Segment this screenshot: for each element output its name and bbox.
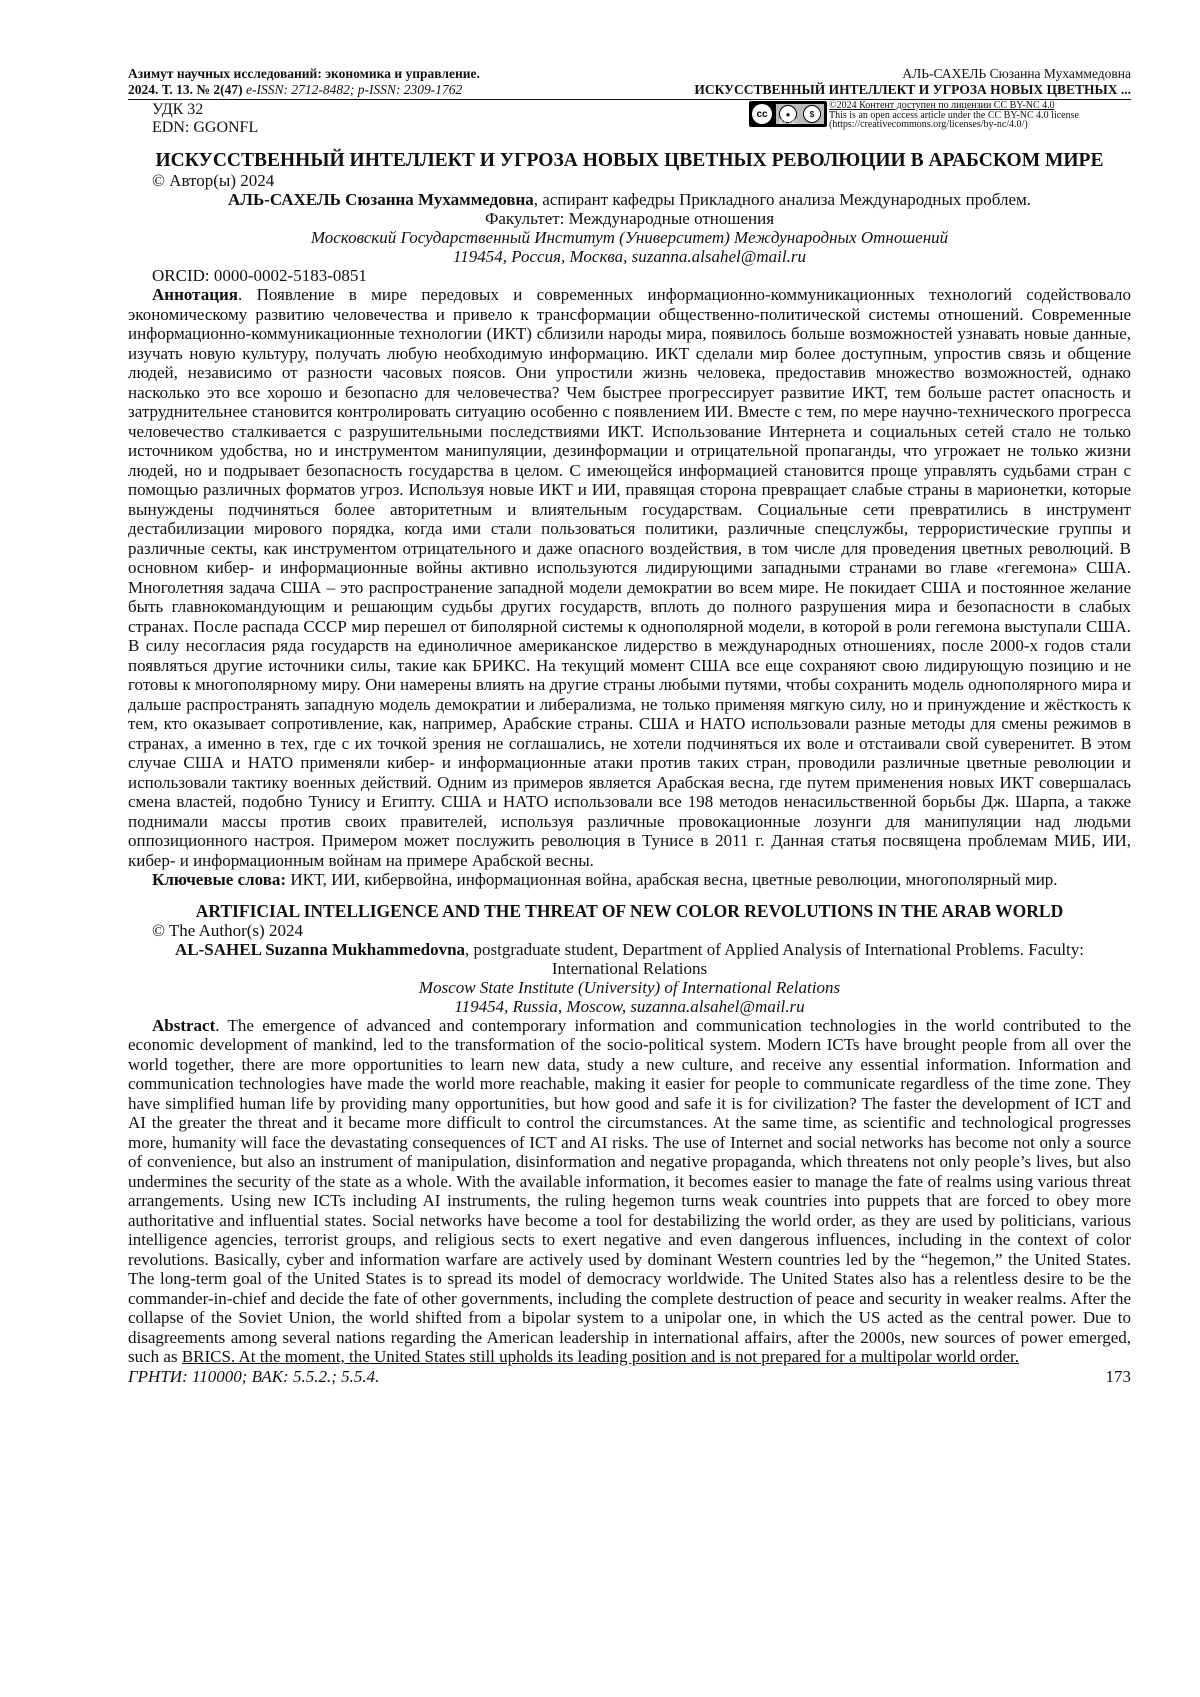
keywords-ru <box>128 870 1131 890</box>
abstract-ru <box>128 285 1131 870</box>
article-page <box>128 66 1131 1386</box>
page-footer <box>128 1367 1131 1386</box>
by-person-icon: ● <box>779 105 797 123</box>
keywords-label-ru: Ключевые слова: <box>152 870 287 889</box>
faculty-ru: Факультет: Международные отношения <box>484 209 775 228</box>
running-title: ИСКУССТВЕННЫЙ ИНТЕЛЛЕКТ И УГРОЗА НОВЫХ ЦВЕТНЫХ ... <box>694 82 1131 97</box>
institution-en: Moscow State Institute (University) of International Relations <box>418 977 841 997</box>
address-ru: 119454, Россия, Москва, suzanna.alsahel@mail.ru <box>453 247 806 266</box>
cc-badge-label: BY NC <box>779 120 798 126</box>
orcid: ORCID: 0000-0002-5183-0851 <box>152 266 367 285</box>
journal-title: Азимут научных исследований: экономика и управление. <box>128 66 480 81</box>
edn-code: EDN: GGONFL <box>152 119 259 136</box>
author-name-ru: АЛЬ-САХЕЛЬ Сюзанна Мухаммедовна <box>228 190 534 209</box>
journal-issue: 2024. Т. 13. № 2(47) <box>128 82 243 97</box>
abstract-label-ru: Аннотация <box>152 285 238 304</box>
cc-by-nc-badge[interactable] <box>749 101 827 127</box>
institution-ru: Московский Государственный Институт (Университет) Международных Отношений <box>310 228 949 247</box>
abstract-last-line-en: BRICS. At the moment, the United States still upholds its leading position and is not prepared for a multipolar world order. <box>181 1347 1019 1366</box>
udk-code: УДК 32 <box>152 101 204 118</box>
author-line-ru <box>128 190 1131 209</box>
copyright-en: © The Author(s) 2024 <box>152 920 303 940</box>
running-header <box>128 66 1131 98</box>
license-line-en: This is an open access article under the CC BY-NC 4.0 license <box>829 109 1079 121</box>
license-block <box>749 101 1079 130</box>
copyright-ru: © Автор(ы) 2024 <box>152 171 275 190</box>
article-title-ru: ИСКУССТВЕННЫЙ ИНТЕЛЛЕКТ И УГРОЗА НОВЫХ ЦВЕТНЫХ РЕВОЛЮЦИИ В АРАБСКОМ МИРЕ <box>155 150 1104 171</box>
page-number: 173 <box>1105 1366 1131 1386</box>
keywords-text-ru: ИКТ, ИИ, кибервойна, информационная война, арабская весна, цветные революции, многополярный мир. <box>286 870 1058 889</box>
author-position-en: , postgraduate student, Department of Applied Analysis of International Problems. Faculty: International Relations <box>465 939 1084 978</box>
license-url[interactable]: (https://creativecommons.org/licenses/by-nc/4.0/) <box>829 119 1028 130</box>
abstract-text-en: . The emergence of advanced and contemporary information and communication technologies in the world contributed to the economic development of mankind, led to the transformation of the socio-political system. Modern ICTs have brought people from all over the world together, there are more opportunities to learn new data, study a new culture, and receive any essential information. Information and communication technologies have made the world more reachable, making it easier for people to communicate regardless of the time zone. They have simplified human life by providing many opportunities, but how good and safe it is for civilization? The faster the development of ICT and AI the greater the threat and it became more difficult to control the circumstances. At the same time, as scientific and technological progresses more, humanity will face the devastating consequences of ICT and AI risks. The use of Internet and social networks has become not only a source of convenience, but also an instrument of manipulation, disinformation and negative propaganda, which threatens not only people’s lives, but also undermines the security of the state as a whole. With the available information, it becomes easier to manage the fate of realms using various threat arrangements. Using new ICTs including AI instruments, the ruling hegemon turns weak countries into puppets that are forced to obey more authoritative and influential states. Social networks have become a tool for destabilizing the world order, as they are used by politicians, various intelligence agencies, terrorist groups, and religious sects to exert negative and even dangerous influences, including in the context of color revolutions. Basically, cyber and information warfare are actively used by dominant Western countries led by the “hegemon,” the United States. The long-term goal of the United States is to spread its model of democracy worldwide. The United States also has a relentless desire to be the commander-in-chief and decide the fate of other governments, including the complete destruction of peace and security in weaker realms. After the collapse of the Soviet Union, the world shifted from a bipolar system to a unipolar one, in which the US acted as the central power. Due to disagreements among several nations regarding the American leadership in international affairs, after the 2000s, new sources of power emerged, such as <box>128 1015 1131 1366</box>
nc-dollar-icon: $ <box>803 105 821 123</box>
address-en: 119454, Russia, Moscow, suzanna.alsahel@mail.ru <box>454 996 805 1016</box>
abstract-label-en: Abstract <box>152 1015 216 1035</box>
author-line-en <box>148 940 1111 978</box>
running-author: АЛЬ-САХЕЛЬ Сюзанна Мухаммедовна <box>902 66 1131 81</box>
article-title-en: ARTIFICIAL INTELLIGENCE AND THE THREAT OF NEW COLOR REVOLUTIONS IN THE ARAB WORLD <box>195 900 1064 921</box>
classification-codes: ГРНТИ: 110000; ВАК: 5.5.2.; 5.5.4. <box>128 1366 380 1386</box>
article-meta <box>152 100 1131 150</box>
author-name-en: AL-SAHEL Suzanna Mukhammedovna <box>175 939 466 959</box>
cc-icon: cc <box>752 104 772 124</box>
author-position-ru: , аспирант кафедры Прикладного анализа Международных проблем. <box>533 190 1031 209</box>
abstract-text-ru: . Появление в мире передовых и современных информационно-коммуникационных технологий содействовало экономическому развитию человечества и привело к трансформации общественно-политической системы отношений. Современные информационно-коммуникационные технологии (ИКТ) сблизили народы мира, появилось больше возможностей узнавать новые данные, изучать новую культуру, получать любую необходимую информацию. ИКТ сделали мир более доступным, упростив связь и общение людей, независимо от разности часовых поясов. Они упростили жизнь человека, предоставив множество возможностей, однако насколько это все хорошо и безопасно для человечества? Чем быстрее прогрессирует развитие ИКТ, тем больше растет опасность и затруднительнее становится контролировать ситуацию особенно с появлением ИИ. Вместе с тем, по мере научно-технического прогресса человечество сталкивается с разрушительными последствиями ИКТ. Использование Интернета и социальных сетей стало не только источником удобства, но и инструментом манипуляции, дезинформации и отрицательной пропаганды, что угрожает не только жизни людей, но и подрывает безопасность государства в целом. С имеющейся информацией становится проще управлять судьбами стран с помощью различных форматов угроз. Используя новые ИКТ и ИИ, правящая сторона превращает слабые страны в марионетки, которые вынуждены подчиняться более авторитетным и влиятельным государствам. Социальные сети превратились в инструмент дестабилизации мирового порядка, когда ими стали пользоваться политики, различные спецслужбы, террористические группы и различные секты, как инструментом отрицательного и даже опасного воздействия, в том числе для проведения цветных революций. В основном кибер- и информационные войны активно используются лидирующими западными странами во главе «гегемона» США. Многолетняя задача США – это распространение западной модели демократии во всем мире. Не покидает США и постоянное желание быть главнокомандующим и решающим судьбы других государств, вплоть до полного разрушения мира и безопасности в слабых странах. После распада СССР мир перешел от биполярной системы к однополярной модели, в которой в роли гегемона выступали США. В силу несогласия ряда государств на единоличное американское лидерство в международных отношениях, после 2000-х годов стали появляться другие источники силы, такие как БРИКС. На текущий момент США все еще сохраняют свою лидирующую позицию и не готовы к многополярному миру. Они намерены влиять на другие страны любыми путями, чтобы сохранить модель однополярного мира и дальше распространять западную модель демократии и либерализма, не только применяя мягкую силу, но и принуждение и жёсткость к тем, кто оказывает сопротивление, как, например, Арабские страны. США и НАТО использовали разные методы для смены режимов в странах, а именно в тех, где с их точкой зрения не соглашались, не хотели подчиняться их воле и отстаивали свой суверенитет. В этом случае США и НАТО применяли кибер- и информационные атаки против таких стран, проводили различные цветные революции и использовали тактику военных действий. Одним из примеров является Арабская весна, где путем применения новых ИКТ совершалась смена властей, подобно Тунису и Египту. США и НАТО использовали все 198 методов ненасильственной борьбы Дж. Шарпа, а также поднимали массы против своих правителей, используя различные провокационные лозунги для манипуляции над людьми оппозиционного настроя. Примером может послужить революция в Тунисе в 2011 г. Данная статья посвящена проблемам МИБ, ИИ, кибер- и информационным войнам на примере Арабской весны. <box>128 285 1131 870</box>
journal-issn: e-ISSN: 2712-8482; p-ISSN: 2309-1762 <box>242 82 463 97</box>
abstract-en <box>128 1016 1131 1367</box>
license-line-ru: ©2024 Контент доступен по лицензии CC BY-NC 4.0 <box>829 100 1055 111</box>
